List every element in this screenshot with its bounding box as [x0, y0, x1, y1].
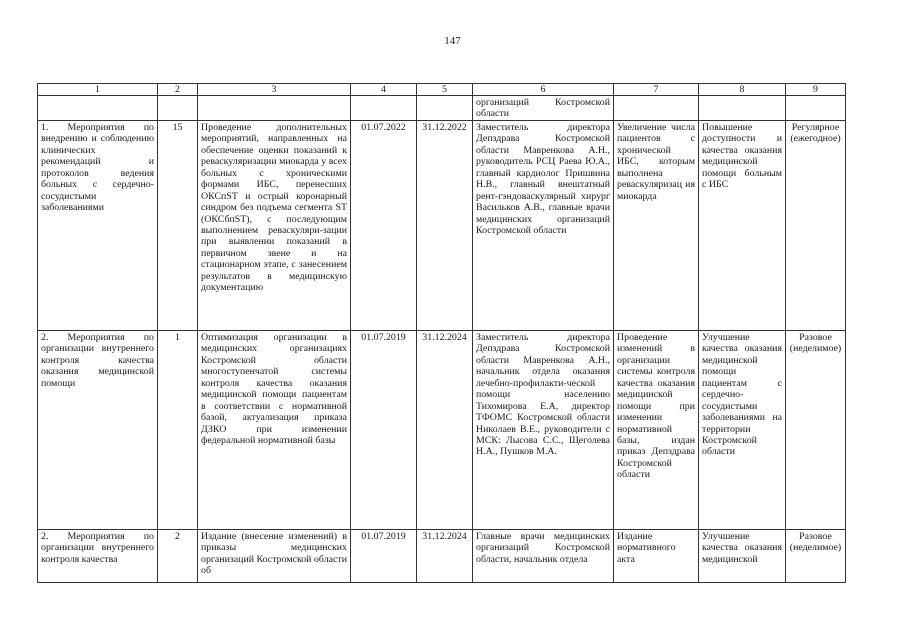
cell-frequency: Регулярное (ежегодное) — [786, 120, 846, 330]
page-number: 147 — [444, 35, 461, 47]
header-cell-9: 9 — [786, 84, 846, 96]
cell-frequency: Разовое (неделимое) — [786, 330, 846, 529]
cell-event-name: 2. Мероприятия по организации внутреннего контроля качества — [41, 530, 154, 565]
table-row — [38, 529, 846, 582]
table-row — [38, 330, 846, 529]
cell-event-name: 2. Мероприятия по организации внутреннего контроля качества оказания медицинской помощи — [38, 330, 158, 529]
cell-empty — [38, 96, 158, 121]
header-cell-3: 3 — [198, 84, 351, 96]
cell-start-date: 01.07.2022 — [351, 120, 417, 330]
cell-action: Оптимизация организации в медицинских организациях Костромской области многоступенчатой системы контроля качества оказания медицинской помощи пациентам в соответствии с нормативной базой, актуализация приказа ДЗКО при изменении федеральной нормативной базы — [198, 330, 351, 529]
header-cell-6: 6 — [473, 84, 614, 96]
header-cell-2: 2 — [158, 84, 198, 96]
header-cell-1: 1 — [38, 84, 158, 96]
cell-result: Увеличение числа пациентов с хронической ИБС, которым выполнена реваскуляризац ия миокарда — [614, 120, 699, 330]
cell-empty — [699, 96, 786, 121]
cell-responsible: Главные врачи медицинских организаций Костромской области, начальник отдела — [476, 530, 610, 565]
header-row — [38, 84, 846, 96]
header-cell-4: 4 — [351, 84, 417, 96]
cell-number: 2 — [175, 530, 180, 542]
continuation-row — [38, 96, 846, 121]
cell-goal: Повышение доступности и качества оказания медицинской помощи больным с ИБС — [699, 120, 786, 330]
cell-end-date: 31.12.2024 — [417, 330, 473, 529]
cell-action: Издание (внесение изменений) в приказы медицинских организаций Костромской области об — [201, 530, 347, 577]
cell-responsible: организаций Костромской области — [473, 96, 614, 121]
cell-responsible: Заместитель директора Депздрава Костромской области Мавренкова А.Н., руководитель РСЦ Раева Ю.А., главный кардиолог Пришвина Н.В., главный внештатный рент-гэндоваскулярный хирург Васильков А.В., главные врачи медицинских организаций Костромской области — [473, 120, 614, 330]
cell-goal: Улучшение качества оказания медицинской помощи пациентам с сердечно-сосудистыми заболеваниями на территории Костромской области — [699, 330, 786, 529]
cell-start-date: 01.07.2019 — [351, 330, 417, 529]
cell-end-date: 31.12.2024 — [422, 530, 467, 542]
header-cell-5: 5 — [417, 84, 473, 96]
table-row — [38, 120, 846, 330]
cell-number: 15 — [158, 120, 198, 330]
cell-result: Издание нормативного акта — [617, 530, 676, 565]
cell-event-name: 1. Мероприятия по внедрению и соблюдению клинических рекомендаций и протоколов ведения больных с сердечно-сосудистыми заболеваниями — [38, 120, 158, 330]
cell-empty — [417, 96, 473, 121]
header-cell-8: 8 — [699, 84, 786, 96]
cell-empty — [786, 96, 846, 121]
cell-number: 1 — [158, 330, 198, 529]
cell-action: Проведение дополнительных мероприятий, направленных на обеспечение оценки показаний к реваскуляризации миокарда у всех больных с хроническими формами ИБС, перенесших ОКСпST и острый коронарный синдром без подъема сегмента ST (ОКСбпST), с последующим выполнением реваскуляри-зации при выявлении показаний в первичном звене и на стационарном этапе, с занесением результатов в медицинскую документацию — [198, 120, 351, 330]
cell-end-date: 31.12.2022 — [417, 120, 473, 330]
cell-empty — [158, 96, 198, 121]
cell-empty — [614, 96, 699, 121]
cell-result: Проведение изменений в организации системы контроля качества оказания медицинской помощи при изменении нормативной базы, издан приказ Депздрава Костромской области — [614, 330, 699, 529]
cell-empty — [351, 96, 417, 121]
cell-goal: Улучшение качества оказания медицинской — [702, 530, 782, 565]
header-cell-7: 7 — [614, 84, 699, 96]
cell-frequency: Разовое (неделимое) — [789, 530, 842, 554]
cell-responsible: Заместитель директора Депздрава Костромской области Мавренкова А.Н., начальник отдела оказания лечебно-профилакти-ческой помощи населению Тихомирова Е.А, директор ТФОМС Костромской области Николаев В.Е., руководители с МСК: Лысова С.С., Щеголева Н.А., Пушков М.А. — [473, 330, 614, 529]
events-table — [37, 83, 846, 583]
cell-empty — [198, 96, 351, 121]
cell-start-date: 01.07.2019 — [361, 530, 406, 542]
